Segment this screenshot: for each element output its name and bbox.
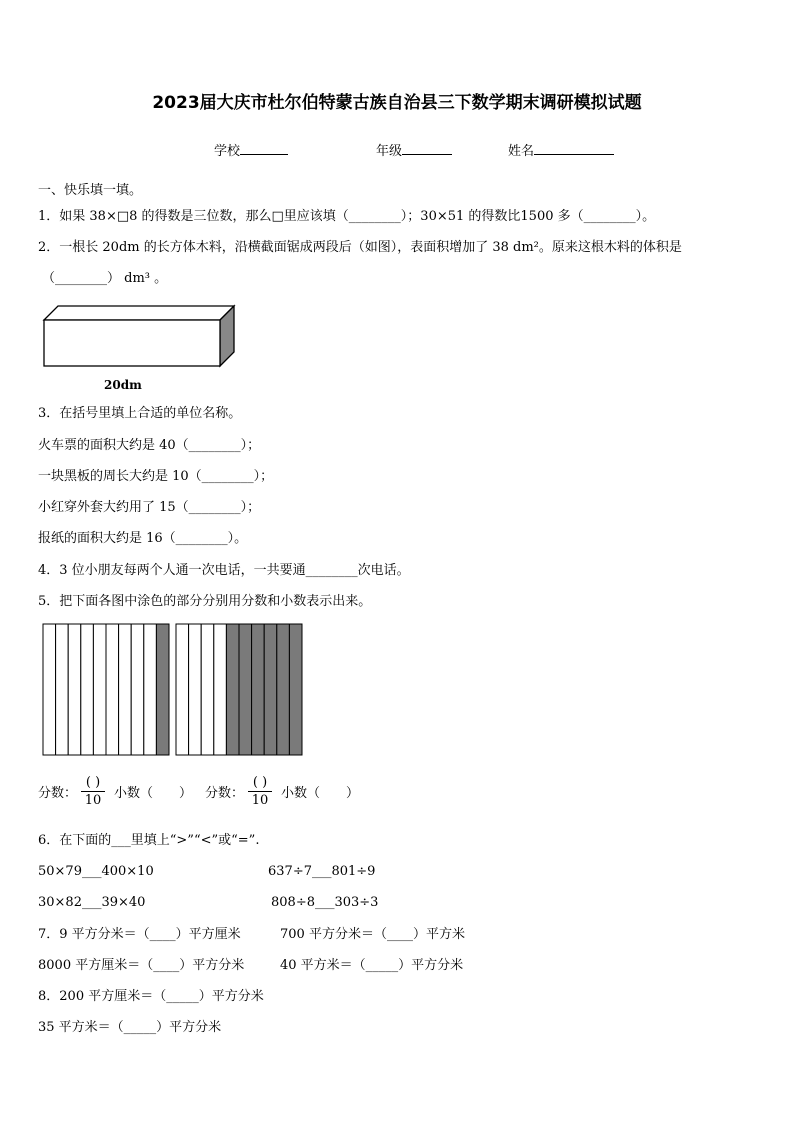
- grid-strip: [176, 624, 189, 755]
- question-7-item: 40 平方米＝（_____）平方分米: [280, 958, 464, 973]
- question-3: 3．在括号里填上合适的单位名称。: [38, 406, 242, 421]
- fraction-2-numerator: ( ): [248, 775, 272, 792]
- question-3-item: 火车票的面积大约是 40（________）；: [38, 438, 261, 453]
- fraction-1: [81, 775, 105, 808]
- grade-field: [376, 142, 452, 160]
- name-label: 姓名: [508, 144, 535, 159]
- question-2-line1: 2．一根长 20dm 的长方体木料，沿横截面锯成两段后（如图），表面积增加了 38 dm²。原来这根木料的体积是: [38, 240, 682, 255]
- question-3-item: 报纸的面积大约是 16（________）。: [38, 531, 248, 546]
- question-8-item: 35 平方米＝（_____）平方分米: [38, 1020, 222, 1035]
- fraction-2: [248, 775, 272, 808]
- question-6: 6．在下面的___里填上“>”“<”或“=”.: [38, 833, 260, 848]
- grid-strip: [56, 624, 69, 755]
- comparison-item: 30×82___39×40: [38, 895, 146, 910]
- question-3-item: 一块黑板的周长大约是 10（________）；: [38, 469, 274, 484]
- fraction-label-1: 分数：: [38, 786, 78, 801]
- grid-strip-shaded: [156, 624, 169, 755]
- grid-strip-shaded: [252, 624, 265, 755]
- cuboid-length-label: 20dm: [104, 378, 142, 392]
- grade-label: 年级: [376, 144, 403, 159]
- fraction-1-denominator: 10: [84, 793, 102, 808]
- grid-strip: [144, 624, 157, 755]
- grid-strip: [81, 624, 94, 755]
- grid-strip: [43, 624, 56, 755]
- comparison-item: 637÷7___801÷9: [268, 864, 376, 879]
- grid-strip-shaded: [239, 624, 252, 755]
- question-7-item: 7．9 平方分米＝（____）平方厘米: [38, 927, 241, 942]
- name-field: [508, 142, 614, 160]
- grade-blank: [402, 142, 452, 155]
- page-title: 2023届大庆市杜尔伯特蒙古族自治县三下数学期末调研模拟试题: [152, 93, 642, 113]
- question-7-item: 700 平方分米＝（____）平方米: [280, 927, 465, 942]
- fraction-2-denominator: 10: [251, 793, 269, 808]
- comparison-item: 808÷8___303÷3: [271, 895, 379, 910]
- question-5: 5．把下面各图中涂色的部分分别用分数和小数表示出来。: [38, 594, 372, 609]
- question-1: 1．如果 38×□8 的得数是三位数，那么□里应该填（________）；30×51 的得数比1500 多（________）。: [38, 209, 656, 224]
- name-blank: [534, 142, 614, 155]
- comparison-item: 50×79___400×10: [38, 864, 154, 879]
- grid-strip: [68, 624, 81, 755]
- grid-strip-shaded: [264, 624, 277, 755]
- question-2-line2: （________） dm³ 。: [42, 271, 168, 286]
- school-label: 学校: [214, 144, 241, 159]
- decimal-label-1: 小数（ ）: [114, 786, 193, 801]
- grid-strip: [131, 624, 144, 755]
- question-8-item: 8．200 平方厘米＝（_____）平方分米: [38, 989, 264, 1004]
- grid-strip: [214, 624, 227, 755]
- question-7-item: 8000 平方厘米＝（____）平方分米: [38, 958, 245, 973]
- shaded-grid-1: [42, 623, 170, 756]
- section-heading: 一、快乐填一填。: [38, 183, 143, 198]
- school-field: [214, 142, 288, 160]
- fraction-label-2: 分数：: [205, 786, 245, 801]
- grid-strip: [93, 624, 106, 755]
- cuboid-figure: [40, 300, 240, 370]
- grid-strip-shaded: [289, 624, 302, 755]
- grid-strip: [189, 624, 202, 755]
- grid-strip: [106, 624, 119, 755]
- shaded-grid-2: [175, 623, 303, 756]
- question-4: 4．3 位小朋友每两个人通一次电话，一共要通________次电话。: [38, 563, 410, 578]
- grid-strip: [201, 624, 214, 755]
- grid-strip-shaded: [226, 624, 239, 755]
- grid-strip: [119, 624, 132, 755]
- fraction-1-numerator: ( ): [81, 775, 105, 792]
- grid-strip-shaded: [277, 624, 290, 755]
- question-3-item: 小红穿外套大约用了 15（________）；: [38, 500, 261, 515]
- decimal-label-2: 小数（ ）: [281, 786, 360, 801]
- school-blank: [240, 142, 288, 155]
